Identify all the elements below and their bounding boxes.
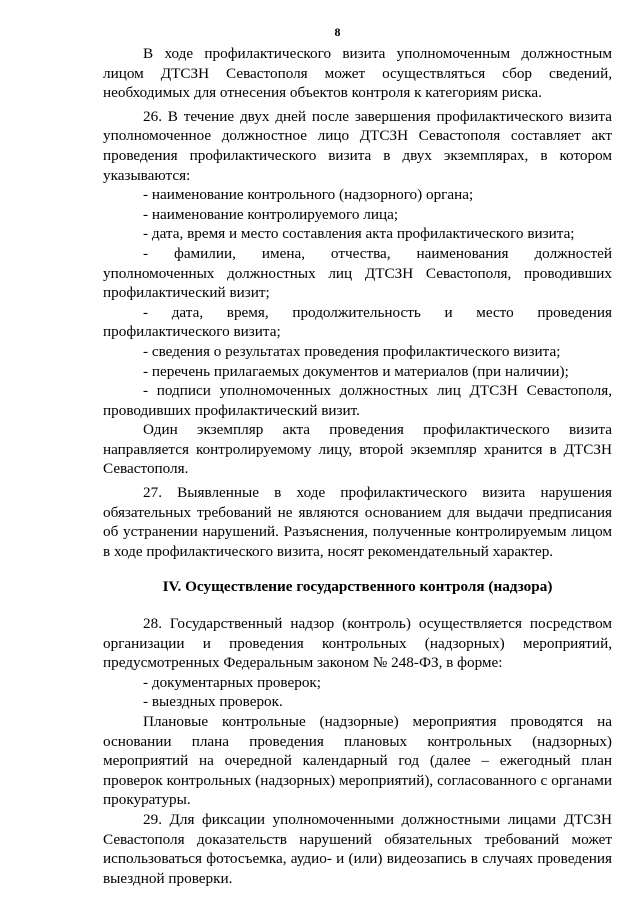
list-item: - фамилии, имена, отчества, наименования должностей уполномоченных должностных лиц ДТСЗН Севастополя, проводивших профилактический визит; bbox=[103, 244, 612, 302]
list-item: - выездных проверок. bbox=[143, 693, 283, 711]
paragraph-28-intro: 28. Государственный надзор (контроль) осуществляется посредством организации и проведения контрольных (надзорных) мероприятий, предусмотренных Федеральным законом № 248-ФЗ, в форме: bbox=[103, 615, 612, 672]
section-heading: IV. Осуществление государственного контроля (надзора) bbox=[162, 578, 553, 596]
paragraph-26-intro: 26. В течение двух дней после завершения профилактического визита уполномоченное должностное лицо ДТСЗН Севастополя составляет акт проведения профилактического визита в двух экземплярах, в котором указываются: bbox=[103, 107, 612, 184]
list-item: - перечень прилагаемых документов и материалов (при наличии); bbox=[143, 362, 569, 380]
paragraph-27: 27. Выявленные в ходе профилактического визита нарушения обязательных требований не являются основанием для выдачи предписания об устранении нарушений. Разъяснения, полученные контролируемым лицом в ходе профилактического визита, носят рекомендательный характер. bbox=[103, 484, 612, 560]
list-item: - дата, время и место составления акта профилактического визита; bbox=[143, 225, 575, 243]
page-number: 8 bbox=[334, 25, 341, 39]
paragraph-28-plan: Плановые контрольные (надзорные) мероприятия проводятся на основании плана проведения плановых контрольных (надзорных) мероприятий на очередной календарный год (далее – ежегодный план проверок контрольных (надзорных) мероприятий), согласованного с органами прокуратуры. bbox=[103, 713, 612, 809]
list-item: - дата, время, продолжительность и место проведения профилактического визита; bbox=[103, 303, 612, 341]
list-item: - сведения о результатах проведения профилактического визита; bbox=[143, 342, 561, 360]
paragraph-26-copy: Один экземпляр акта проведения профилактического визита направляется контролируемому лицу, второй экземпляр хранится в ДТСЗН Севастополя. bbox=[103, 421, 612, 478]
list-item: - наименование контрольного (надзорного) органа; bbox=[143, 186, 474, 204]
list-item: - подписи уполномоченных должностных лиц ДТСЗН Севастополя, проводивших профилактический визит. bbox=[103, 382, 612, 419]
paragraph-29: 29. Для фиксации уполномоченными должностными лицами ДТСЗН Севастополя доказательств нарушений обязательных требований может использоваться фотосъемка, аудио- и (или) видеозапись в случаях проведения выездной проверки. bbox=[103, 810, 612, 887]
list-item: - документарных проверок; bbox=[143, 673, 322, 691]
paragraph-collection-of-info: В ходе профилактического визита уполномоченным должностным лицом ДТСЗН Севастополя может осуществляться сбор сведений, необходимых для отнесения объектов контроля к категориям риска. bbox=[103, 45, 612, 102]
list-item: - наименование контролируемого лица; bbox=[143, 205, 399, 223]
